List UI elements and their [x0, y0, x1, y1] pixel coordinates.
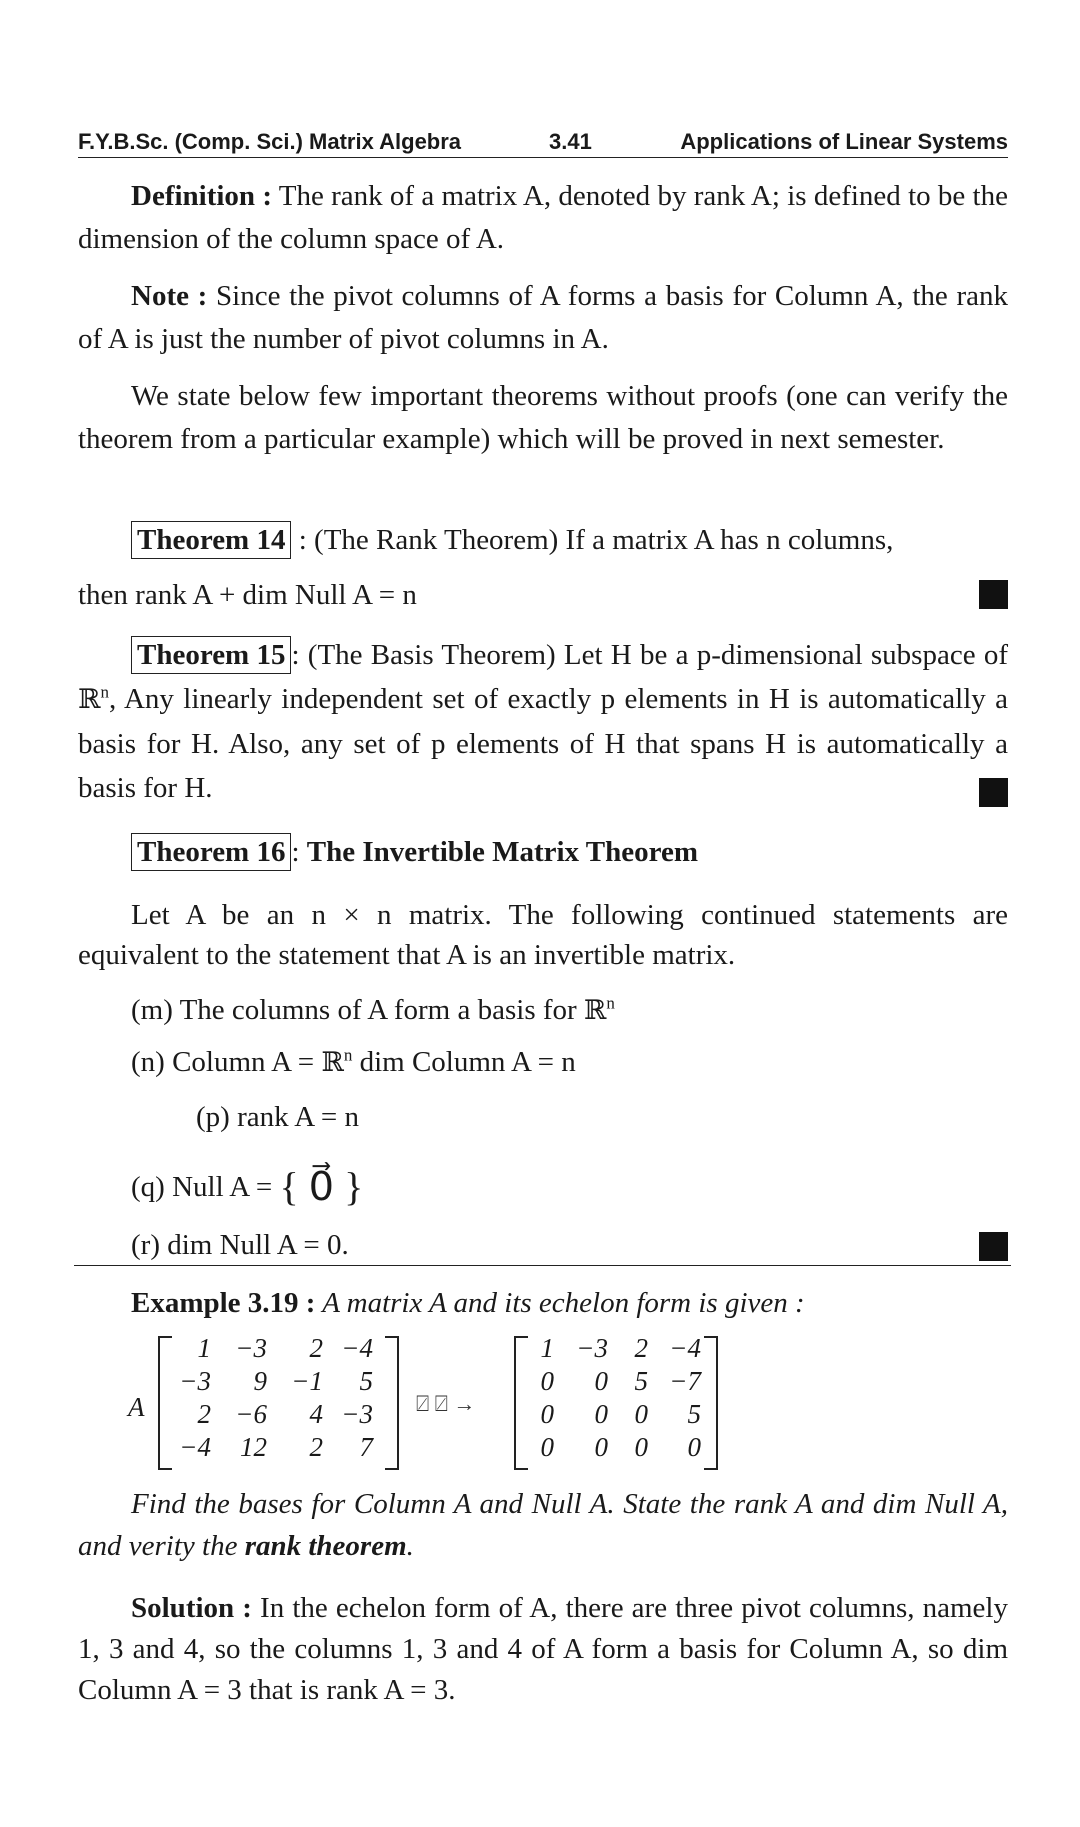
intro-paragraph: We state below few important theorems without proofs (one can verify the theorem from a particular example) which will be proved in next semester. — [78, 380, 1008, 455]
matrix-cell: −4 — [669, 1333, 701, 1363]
solution-label: Solution : — [131, 1592, 252, 1624]
matrix-cell: 2 — [634, 1333, 648, 1363]
matrix-cell: 5 — [634, 1366, 648, 1396]
matrix-cell: −4 — [341, 1333, 373, 1363]
matrix-cell: 12 — [240, 1432, 267, 1462]
definition-label: Definition : — [131, 180, 272, 212]
section-divider — [74, 1265, 1011, 1266]
page-header — [78, 127, 1008, 158]
solution-text: In the echelon form of A, there are three pivot columns, namely 1, 3 and 4, so the columns 1, 3 and 4 of A form a basis for Column A, so dim Column A = 3 that is rank A = 3. — [78, 1592, 1008, 1706]
matrix-cell: 0 — [540, 1432, 554, 1462]
header-page-number: 3.41 — [549, 129, 592, 154]
matrix-cell: −3 — [235, 1333, 267, 1363]
matrix-cell: −3 — [179, 1366, 211, 1396]
matrix-cell: −7 — [669, 1366, 701, 1396]
theorem15-text-b: , Any linearly independent set of exactly p elements in H is automatically a basis for H. Also, any set of p elements of H that spans H is automatically a basis for H. — [78, 683, 1008, 804]
reals-superscript: n — [100, 682, 109, 702]
question-text: Find the bases for Column A and Null A. State the rank A and dim Null A, and verity the — [78, 1488, 1008, 1562]
example-label: Example 3.19 : — [131, 1287, 316, 1319]
row-reduce-arrow: ⍁ ⍁ → — [416, 1391, 476, 1416]
qed-square-icon — [979, 1232, 1008, 1261]
qed-square-icon — [979, 580, 1008, 609]
theorem14-line1 — [131, 520, 1008, 560]
theorem14-label: Theorem 14 — [131, 521, 291, 559]
imt-item-q — [131, 1164, 364, 1209]
matrix-a-name: A — [128, 1392, 145, 1422]
reals-symbol: ℝ — [583, 995, 607, 1026]
matrix-cell: 5 — [687, 1399, 701, 1429]
matrix-cell: −6 — [235, 1399, 267, 1429]
header-chapter-title: Applications of Linear Systems — [680, 129, 1008, 154]
reals-superscript: n — [606, 993, 615, 1013]
matrix-cell: −4 — [179, 1432, 211, 1462]
theorem16-colon: : — [291, 836, 307, 868]
matrix-cell: −1 — [291, 1366, 323, 1396]
matrix-cell: −3 — [341, 1399, 373, 1429]
matrix-cell: 4 — [309, 1399, 323, 1429]
theorem14-text: : (The Rank Theorem) If a matrix A has n columns, — [291, 524, 894, 556]
zero-vector-set: { 0⃗ } — [279, 1164, 364, 1209]
reals-superscript: n — [343, 1045, 353, 1065]
matrix-cell: −3 — [576, 1333, 608, 1363]
reals-symbol: ℝ — [78, 684, 101, 715]
matrix-cell: 7 — [359, 1432, 373, 1462]
note-text: Since the pivot columns of A forms a basis for Column A, the rank of A is just the number of pivot columns in A. — [78, 280, 1008, 355]
theorem16-title: The Invertible Matrix Theorem — [306, 836, 698, 868]
matrix-cell: 0 — [594, 1399, 608, 1429]
question-end: . — [406, 1530, 414, 1562]
matrix-cell: 0 — [634, 1432, 648, 1462]
matrix-cell: 0 — [594, 1366, 608, 1396]
qed-square-icon — [979, 778, 1008, 807]
note-label: Note : — [131, 280, 208, 312]
matrix-cell: 2 — [197, 1399, 211, 1429]
imt-item-m — [131, 990, 615, 1031]
matrix-cell: 0 — [687, 1432, 701, 1462]
theorem16-label: Theorem 16 — [131, 833, 291, 871]
imt-item-p: (p) rank A = n — [196, 1101, 359, 1133]
definition-text: The rank of a matrix A, denoted by rank A; is defined to be the dimension of the column space of A. — [78, 180, 1008, 255]
matrix-cell: 0 — [540, 1399, 554, 1429]
example-heading — [131, 1283, 805, 1323]
note-paragraph — [78, 275, 1008, 361]
matrix-cell: 0 — [634, 1399, 648, 1429]
item-m-text: (m) The columns of A form a basis for — [131, 994, 584, 1026]
item-n-text-a: (n) Column A = — [131, 1046, 322, 1078]
theorem15-paragraph — [78, 633, 1008, 810]
definition-paragraph — [78, 175, 1008, 261]
matrix-cell: 2 — [309, 1432, 323, 1462]
header-book-title: F.Y.B.Sc. (Comp. Sci.) Matrix Algebra — [78, 129, 462, 154]
theorem14-line2: then rank A + dim Null A = n — [78, 579, 417, 611]
matrix-cell: 0 — [594, 1432, 608, 1462]
imt-item-r: (r) dim Null A = 0. — [131, 1229, 349, 1261]
reals-symbol: ℝ — [321, 1047, 344, 1078]
matrix-cell: 1 — [197, 1333, 211, 1363]
theorem15-label: Theorem 15 — [131, 636, 291, 674]
item-n-text-b: dim Column A = n — [352, 1046, 576, 1078]
matrix-e-right-bracket — [704, 1336, 718, 1470]
matrix-cell: 0 — [540, 1366, 554, 1396]
theorem15-text-a: : (The Basis Theorem) Let H be a p-dimensional subspace of — [291, 639, 1008, 671]
item-q-text: (q) Null A = — [131, 1171, 280, 1203]
solution-paragraph — [78, 1588, 1008, 1711]
question-bold: rank theorem — [244, 1530, 407, 1562]
matrix-cell: 9 — [253, 1366, 267, 1396]
example-text: A matrix A and its echelon form is given : — [315, 1287, 805, 1319]
matrix-cell: 2 — [309, 1333, 323, 1363]
matrix-a-right-bracket — [385, 1336, 399, 1470]
imt-intro-paragraph: Let A be an n × n matrix. The following continued statements are equivalent to the statement that A is an invertible matrix. — [78, 899, 1008, 971]
matrix-cell: 1 — [540, 1333, 554, 1363]
imt-item-n — [131, 1042, 576, 1083]
example-question — [78, 1483, 1008, 1567]
matrix-cell: 5 — [359, 1366, 373, 1396]
theorem16-heading — [131, 832, 698, 872]
